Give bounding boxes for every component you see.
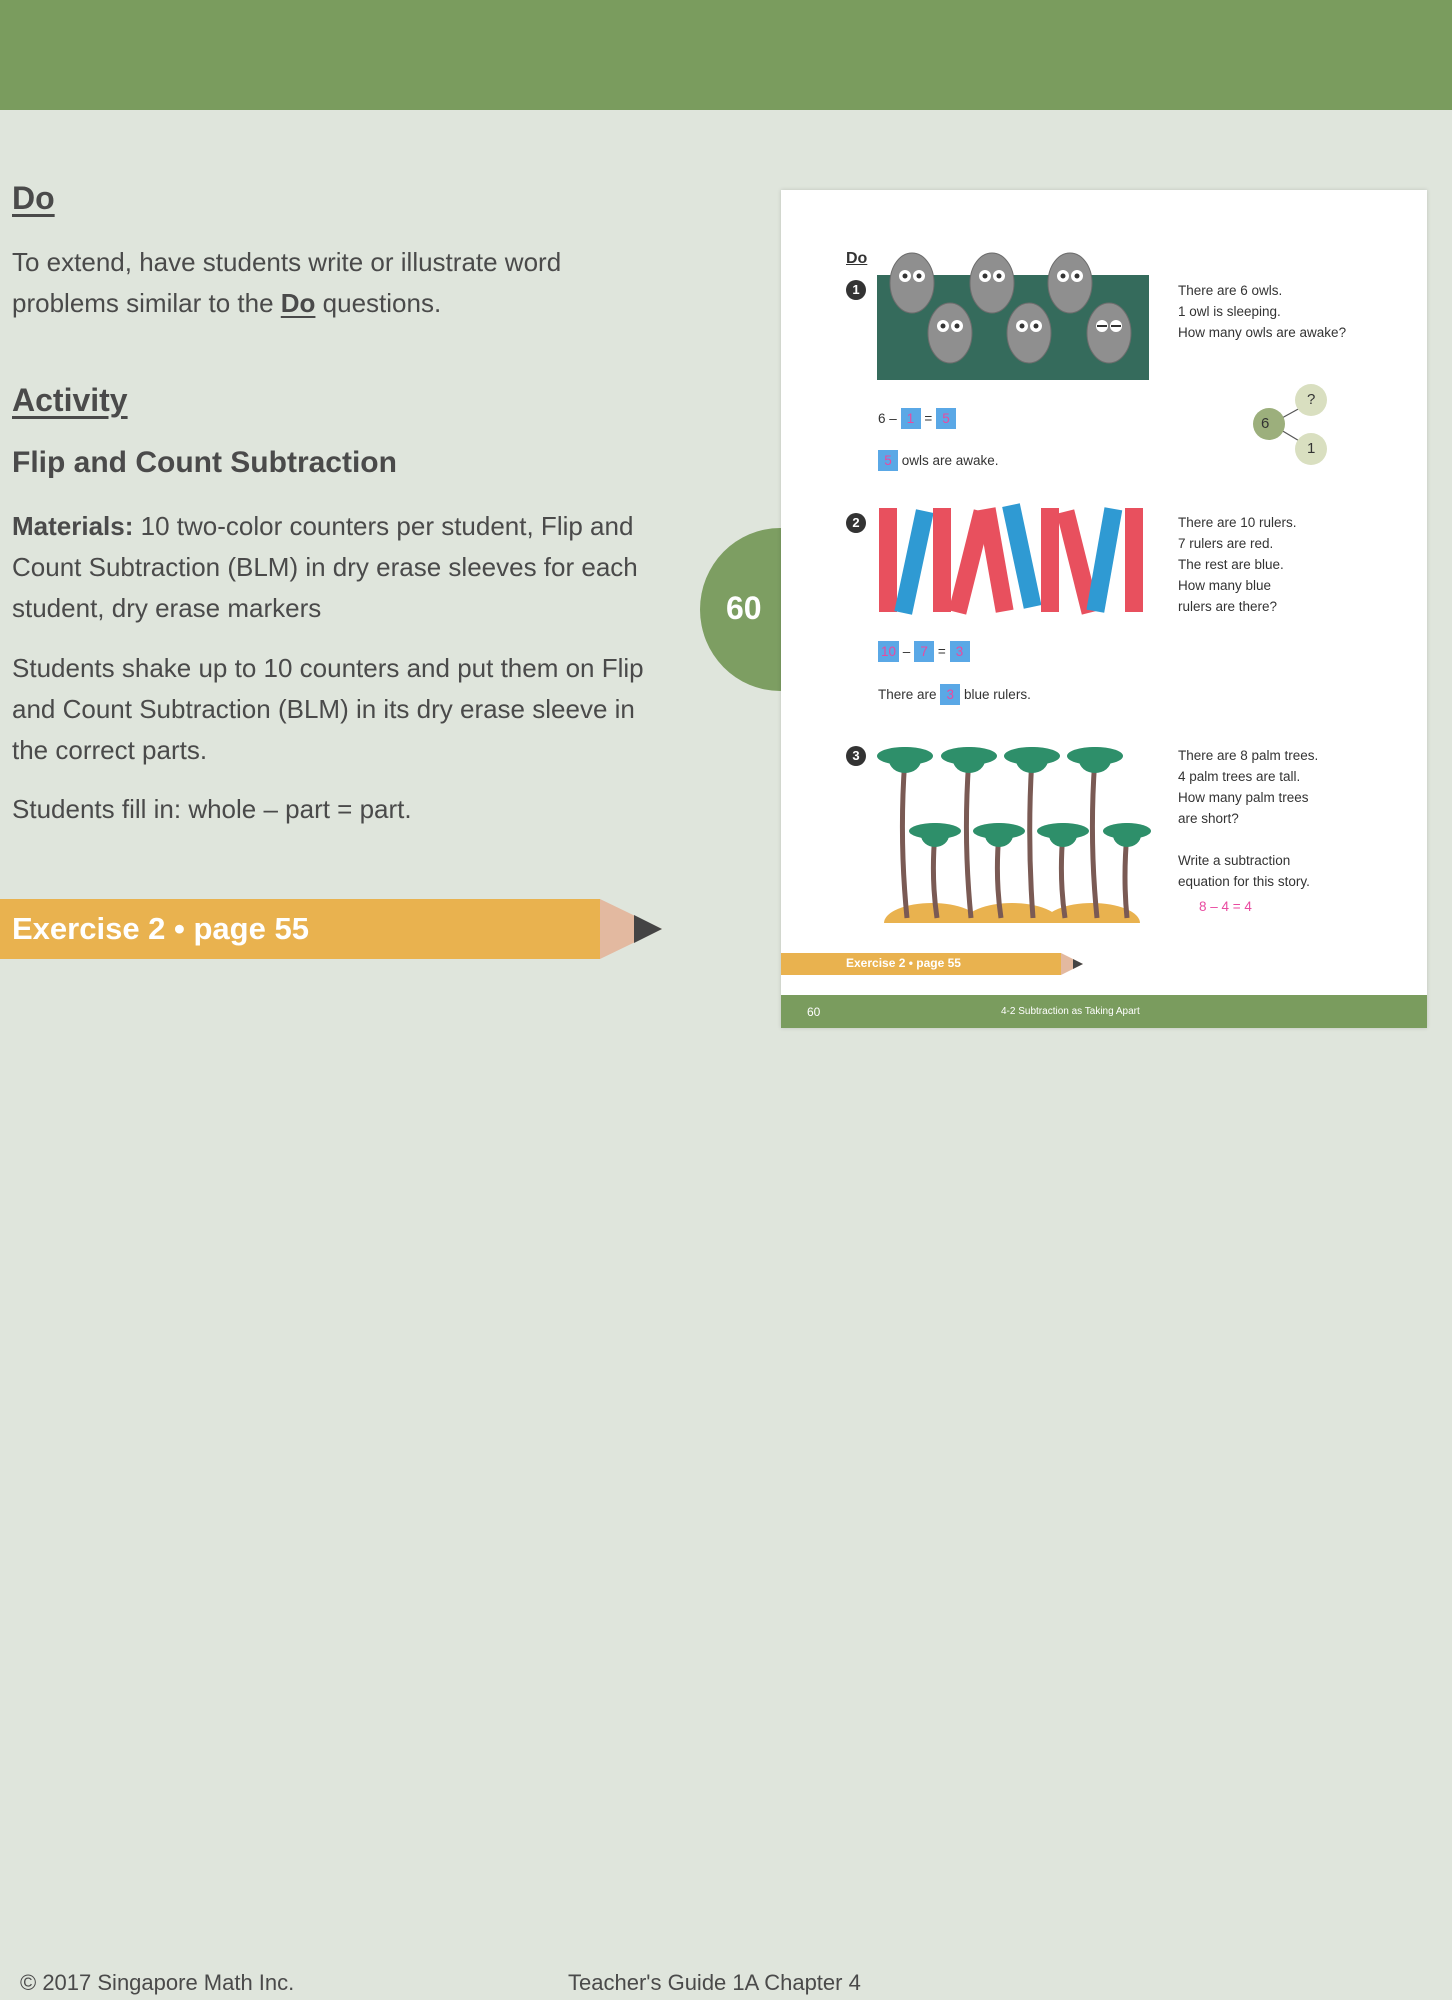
- answer-box: 3: [940, 684, 960, 705]
- answer-box: 1: [901, 408, 921, 429]
- answer-box: 3: [950, 641, 970, 662]
- answer-box: 7: [914, 641, 934, 662]
- problem-1-answer: 5 owls are awake.: [878, 450, 999, 471]
- activity-paragraph-2: Students shake up to 10 counters and put them on Flip and Count Subtraction (BLM) in its dry erase sleeve in the correct parts.: [12, 653, 644, 765]
- bond-part-known: 1: [1307, 440, 1316, 457]
- student-page-number: 60: [807, 1005, 821, 1019]
- problem-3-story: There are 8 palm trees. 4 palm trees are tall. How many palm trees are short? Write a subtraction equation for this story.: [1178, 748, 1319, 889]
- answer-box: 5: [936, 408, 956, 429]
- book-chapter: Teacher's Guide 1A Chapter 4: [568, 1970, 861, 1995]
- lesson-title: 4-2 Subtraction as Taking Apart: [1001, 1006, 1140, 1017]
- pencil-tip-icon: [1061, 953, 1083, 975]
- student-page-thumbnail: [781, 190, 1427, 1028]
- student-exercise-banner: Exercise 2 • page 55: [781, 953, 1061, 975]
- problem-1-badge: 1: [846, 280, 866, 300]
- student-page-footer: [781, 995, 1427, 1028]
- answer-box: 5: [878, 450, 898, 471]
- problem-1-story: There are 6 owls. 1 owl is sleeping. How many owls are awake?: [1178, 283, 1347, 340]
- problem-2-story: There are 10 rulers. 7 rulers are red. The rest are blue. How many blue rulers are there?: [1178, 515, 1297, 614]
- pencil-tip-icon: [600, 899, 662, 959]
- do-heading: Do: [12, 180, 55, 216]
- activity-heading: Activity: [12, 382, 128, 418]
- problem-3-badge: 3: [846, 746, 866, 766]
- problem-2-answer: There are 3 blue rulers.: [878, 684, 1031, 705]
- activity-paragraph-3: Students fill in: whole – part = part.: [12, 794, 412, 824]
- problem-2-equation: 10 – 7 = 3: [878, 641, 970, 662]
- problem-1-equation: 6 – 1 = 5: [878, 408, 956, 429]
- answer-box: 10: [878, 641, 899, 662]
- materials-paragraph: Materials: 10 two-color counters per student, Flip and Count Subtraction (BLM) in dry erase sleeves for each student, dry erase markers: [12, 511, 638, 623]
- copyright: © 2017 Singapore Math Inc.: [20, 1970, 295, 1995]
- palm-trees-illustration: [877, 738, 1152, 923]
- do-reference: Do: [280, 288, 316, 318]
- rulers-illustration: [877, 502, 1152, 620]
- exercise-banner: Exercise 2 • page 55: [0, 899, 600, 959]
- page-number-circle: 60: [700, 528, 860, 691]
- do-paragraph: To extend, have students write or illustrate word problems similar to the Do questions.: [12, 247, 562, 318]
- activity-title: Flip and Count Subtraction: [12, 446, 397, 479]
- student-do-heading: Do: [846, 250, 868, 267]
- owls-illustration: [877, 248, 1149, 380]
- problem-2-badge: 2: [846, 513, 866, 533]
- problem-3-answer: 8 – 4 = 4: [1199, 899, 1252, 914]
- top-green-band: [0, 0, 1452, 110]
- materials-label: Materials:: [12, 511, 134, 541]
- bond-whole: 6: [1261, 415, 1270, 432]
- bond-part-unknown: ?: [1307, 391, 1316, 408]
